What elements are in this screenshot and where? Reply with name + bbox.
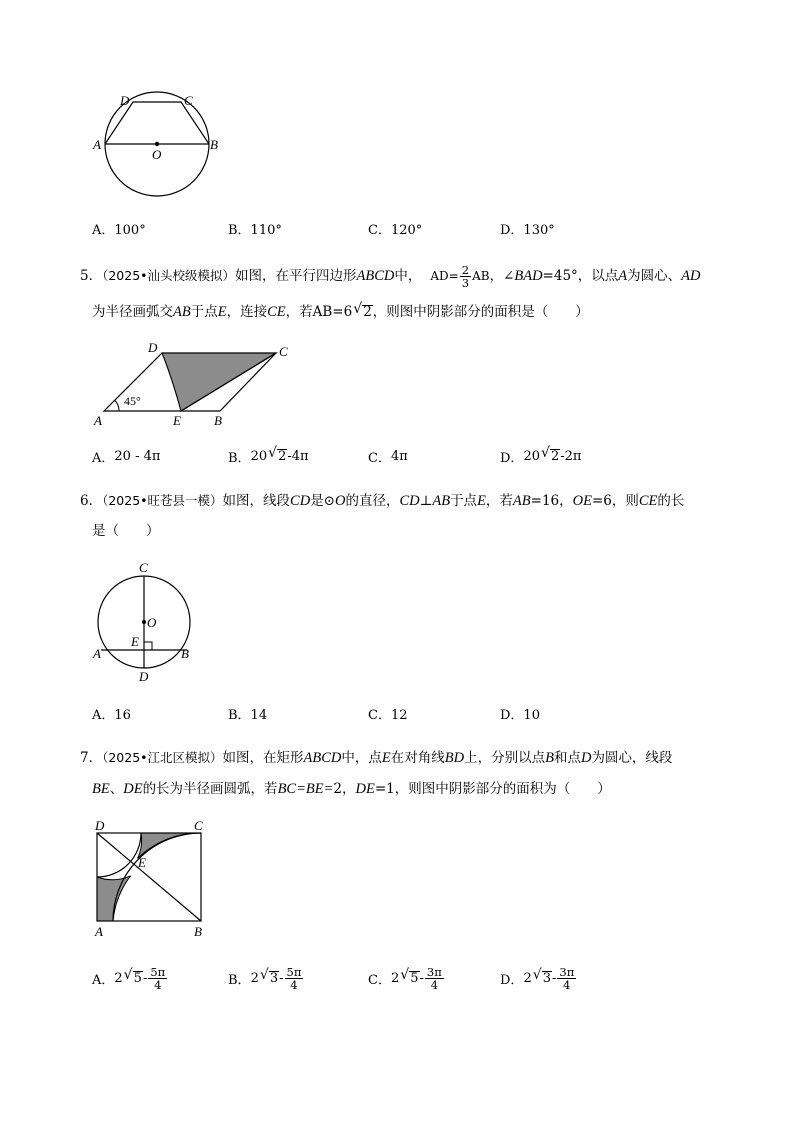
q5-text: 于点 [190, 304, 218, 320]
q7-option-c-coef: 2 [390, 970, 400, 986]
q7-text: 为圆心，线段 [591, 750, 673, 766]
q7-option-c-label: C． [368, 972, 391, 988]
q7-be: BE [92, 781, 110, 797]
q6-source: （2025•旺苍县一模） [102, 493, 223, 508]
q4-option-c[interactable]: C．120° [368, 222, 423, 238]
q5-label-b: B [214, 413, 222, 428]
q6-label-e: E [131, 634, 139, 649]
q5-ce: CE [267, 304, 286, 320]
q7-abcd: ABCD [303, 750, 342, 766]
q7-option-c-sqrt: √ 5 [409, 971, 419, 985]
q5-bad: BAD [514, 268, 543, 284]
q7-text: =1，则图中阴影部分的面积为（ ） [374, 781, 611, 797]
q5-option-b-sqrt: √ 2 [277, 449, 287, 463]
q5-abcd: ABCD [356, 268, 395, 284]
q4-center-dot [155, 142, 159, 146]
q6-e: E [477, 493, 486, 509]
q6-label-c: C [139, 560, 148, 575]
q6-text: 的长 [657, 493, 685, 509]
q7-option-b-label: B． [228, 972, 251, 988]
q5-ad-eq: AD= [430, 269, 459, 283]
q7-shaded-top [138, 833, 201, 858]
q4-option-b[interactable]: B．110° [228, 222, 282, 238]
q5-line-1 [80, 264, 701, 289]
q5-fraction [460, 264, 471, 289]
q7-option-b[interactable] [228, 961, 304, 995]
q5-shaded-region [162, 353, 276, 411]
q6-ab: AB [432, 493, 451, 509]
q5-option-a[interactable] [92, 441, 160, 471]
q5-label-d: D [148, 340, 158, 355]
q6-text: 是（ ） [92, 523, 160, 539]
q4-option-a[interactable]: A．100° [92, 222, 146, 238]
q7-line-2 [92, 780, 611, 798]
q7-text: 的长为半径画圆弧，若 [142, 781, 278, 797]
q5-e: E [217, 304, 227, 320]
q5-frac-den: 3 [461, 276, 470, 290]
q7-de: DE [123, 781, 143, 797]
q5-line-2 [92, 303, 589, 321]
q5-option-d-sqrt: √ 2 [550, 449, 560, 463]
q7-text: 如图，在矩形 [222, 750, 304, 766]
q7-label-b: B [194, 924, 202, 939]
q7-option-b-den: 4 [290, 977, 298, 992]
q7-option-d-den: 4 [563, 977, 571, 992]
q7-d: D [580, 750, 592, 766]
q7-bd: BD [444, 750, 465, 766]
q4-label-o: O [152, 147, 162, 162]
q5-label-e: E [173, 413, 181, 428]
q7-text: 上，分别以点 [464, 750, 546, 766]
q7-line-1 [80, 749, 672, 767]
q7-option-a-coef: 2 [114, 970, 123, 986]
q7-option-d-sqrt: √ 3 [542, 971, 552, 985]
q4-label-d: D [120, 93, 130, 108]
q5-text: 为圆心、 [627, 268, 682, 284]
q7-option-b-num: 5π [286, 964, 302, 979]
q7-option-a-num: 5π [150, 964, 166, 979]
q6-option-b[interactable]: B．14 [228, 707, 268, 723]
q6-ab: AB [512, 493, 531, 509]
q7-text: 和点 [553, 750, 581, 766]
q6-line-2 [92, 522, 160, 540]
q7-figure [88, 818, 218, 944]
q7-source: （2025•江北区模拟） [102, 750, 223, 765]
q5-ab-text: AB [472, 269, 490, 283]
q6-text: ，若 [485, 493, 513, 509]
q7-option-d-label: D． [500, 972, 524, 988]
q5-ad: AD [681, 268, 701, 284]
q5-text: ，∠ [489, 268, 515, 284]
q6-label-b: B [181, 646, 189, 661]
q6-label-o: O [147, 615, 157, 630]
q5-option-b[interactable] [228, 441, 309, 471]
q5-option-c-label: C． [368, 450, 391, 466]
q7-b: B [545, 750, 554, 766]
q5-option-d-rest: -2π [560, 448, 582, 464]
q4-figure [86, 88, 226, 208]
q5-options [92, 441, 692, 471]
q7-option-d-minus: - [552, 970, 557, 986]
q7-option-a-minus: - [142, 970, 148, 986]
q5-frac-num: 2 [461, 263, 470, 277]
q5-option-d[interactable] [500, 441, 581, 471]
q5-figure [92, 340, 302, 430]
q7-e: E [381, 750, 391, 766]
q6-text: 如图，线段 [222, 493, 291, 509]
q6-text: 是⊙ [310, 493, 335, 509]
q6-figure [88, 556, 208, 686]
q7-label-a: A [95, 924, 103, 939]
q5-option-a-value: 20 - 4π [114, 448, 161, 464]
q6-text: ⊥ [419, 493, 433, 509]
q6-center-dot [142, 620, 146, 624]
q7-text: 、 [109, 781, 124, 797]
q7-options [92, 961, 692, 995]
q7-text: 2， [333, 781, 356, 797]
q6-option-a[interactable]: A．16 [92, 707, 131, 723]
q7-bc-be: BC=BE= [277, 781, 334, 797]
q6-options [92, 698, 692, 728]
q4-label-a: A [93, 137, 101, 152]
q4-option-d[interactable]: D．130° [500, 222, 555, 238]
q7-option-c[interactable] [368, 961, 445, 995]
q6-text: =16， [530, 493, 573, 509]
q7-option-a[interactable] [92, 961, 168, 995]
q7-option-c-num: 3π [426, 964, 442, 979]
q7-arc-d [97, 833, 141, 877]
q5-source: （2025•汕头校级模拟） [102, 268, 236, 283]
q6-cd: CD [290, 493, 311, 509]
q5-option-d-coef: 20 [523, 448, 540, 464]
q4-options [92, 213, 692, 243]
q7-option-d-num: 3π [559, 964, 575, 979]
q5-number: 5． [80, 268, 103, 284]
q6-option-d[interactable]: D．10 [500, 707, 540, 723]
q6-option-c[interactable]: C．12 [368, 707, 408, 723]
q5-text: 为半径画弧交 [92, 304, 173, 320]
q7-option-a-sqrt: √ 5 [133, 971, 143, 985]
q5-option-a-label: A． [92, 450, 115, 466]
q7-de: DE [355, 781, 375, 797]
q7-option-d[interactable] [500, 961, 577, 995]
q5-option-b-coef: 20 [250, 448, 268, 464]
q5-angle-label: 45° [124, 394, 141, 408]
q7-option-a-den: 4 [154, 977, 162, 992]
q6-text: 的直径， [345, 493, 400, 509]
q5-a: A [618, 268, 628, 284]
q7-option-c-minus: - [419, 970, 424, 986]
q5-ab: AB [173, 304, 191, 320]
q7-option-a-fraction [148, 966, 167, 991]
q7-option-d-coef: 2 [523, 970, 532, 986]
q5-sqrt: √ 2 [362, 305, 373, 319]
q5-option-b-rest: -4π [287, 448, 309, 464]
q7-option-b-sqrt: √ 3 [269, 971, 279, 985]
q7-option-d-fraction [557, 966, 576, 991]
q5-text: 如图，在平行四边形 [235, 268, 357, 284]
q4-label-b: B [210, 137, 218, 152]
q7-label-e: E [138, 855, 146, 870]
q5-text: =45°，以点 [542, 268, 619, 284]
q5-angle-arc [115, 400, 120, 411]
q5-text: ，连接 [226, 304, 268, 320]
q5-text: ，若AB=6 [285, 304, 353, 320]
q7-text: 在对角线 [390, 750, 445, 766]
q6-text: 于点 [450, 493, 478, 509]
q7-number: 7． [80, 750, 103, 766]
q5-text: 中， [394, 268, 422, 284]
q6-ce: CE [638, 493, 658, 509]
q6-cd: CD [399, 493, 420, 509]
q6-o: O [335, 493, 346, 509]
q6-line-1 [80, 492, 684, 510]
q7-label-c: C [194, 818, 203, 833]
q5-text: ，则图中阴影部分的面积是（ ） [372, 304, 589, 320]
q7-option-a-label: A． [92, 972, 115, 988]
q6-oe: OE [572, 493, 592, 509]
q6-number: 6． [80, 493, 103, 509]
q7-arc-b [113, 833, 201, 921]
q5-option-c[interactable] [368, 441, 408, 471]
q5-option-c-value: 4π [390, 448, 408, 464]
q5-option-d-label: D． [500, 450, 524, 466]
q7-option-b-coef: 2 [250, 970, 259, 986]
q7-option-c-fraction [425, 966, 444, 991]
q5-option-b-label: B． [228, 450, 251, 466]
q5-label-c: C [279, 344, 288, 359]
q5-label-a: A [94, 413, 102, 428]
q4-trapezoid [105, 102, 209, 144]
q6-text: =6，则 [591, 493, 639, 509]
q7-text: 中，点 [341, 750, 382, 766]
q7-option-c-den: 4 [430, 977, 439, 992]
q6-label-d: D [139, 669, 149, 684]
q7-label-d: D [95, 818, 105, 833]
q6-label-a: A [93, 646, 101, 661]
q4-label-c: C [184, 93, 193, 108]
q6-right-angle-mark [144, 642, 152, 650]
q7-option-b-fraction [285, 966, 304, 991]
q7-option-b-minus: - [279, 970, 284, 986]
